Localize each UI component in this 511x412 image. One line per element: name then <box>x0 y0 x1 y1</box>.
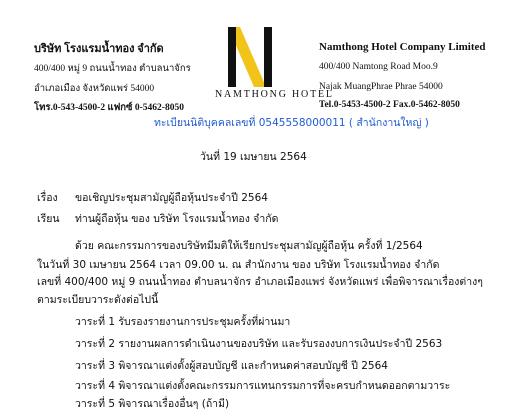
address-th-line-1: 400/400 หมู่ 9 ถนนน้ำทอง ตำบลนาจักร <box>34 64 191 74</box>
agenda-item: วาระที่ 4 พิจารณาแต่งตั้งคณะกรรมการแทนกรรมการที่จะครบกำหนดออกตามวาระ <box>75 380 451 392</box>
phone-en: Tel.0-5453-4500-2 Fax.0-5462-8050 <box>319 100 460 110</box>
letter-date: วันที่ 19 เมษายน 2564 <box>200 151 307 163</box>
address-en-line-2: Najak MuangPhrae Phrae 54000 <box>319 82 443 92</box>
agenda-item: วาระที่ 5 พิจารณาเรื่องอื่นๆ (ถ้ามี) <box>75 398 230 410</box>
agenda-item: วาระที่ 1 รับรองรายงานการประชุมครั้งที่ผ่านมา <box>75 316 291 328</box>
subject-text: ขอเชิญประชุมสามัญผู้ถือหุ้นประจำปี 2564 <box>75 192 268 204</box>
to-label: เรียน <box>37 213 60 225</box>
phone-th: โทร.0-543-4500-2 แฟกซ์ 0-5462-8050 <box>34 103 184 113</box>
agenda-item: วาระที่ 2 รายงานผลการดำเนินงานของบริษัท และรับรองงบการเงินประจำปี 2563 <box>75 338 443 350</box>
agenda-item: วาระที่ 3 พิจารณาแต่งตั้งผู้สอบบัญชี และกำหนดค่าสอบบัญชี ปี 2564 <box>75 360 388 372</box>
company-name-th: บริษัท โรงแรมน้ำทอง จำกัด <box>34 43 164 55</box>
address-en-line-1: 400/400 Namtong Road Moo.9 <box>319 62 438 72</box>
body-line-4: ตามระเบียบวาระดังต่อไปนี้ <box>37 294 159 306</box>
logo-text: NAMTHONG HOTEL <box>215 89 334 100</box>
address-th-line-2: อำเภอเมือง จังหวัดแพร่ 54000 <box>34 84 155 94</box>
to-text: ท่านผู้ถือหุ้น ของ บริษัท โรงแรมน้ำทอง จำกัด <box>75 213 279 225</box>
company-name-en: Namthong Hotel Company Limited <box>319 41 486 53</box>
subject-label: เรื่อง <box>37 192 58 204</box>
body-line-1: ด้วย คณะกรรมการของบริษัทมีมติให้เรียกประชุมสามัญผู้ถือหุ้น ครั้งที่ 1/2564 <box>75 240 423 252</box>
hotel-logo-icon <box>226 27 288 87</box>
body-line-2: ในวันที่ 30 เมษายน 2564 เวลา 09.00 น. ณ สำนักงาน ของ บริษัท โรงแรมน้ำทอง จำกัด <box>37 259 440 271</box>
body-line-3: เลขที่ 400/400 หมู่ 9 ถนนน้ำทอง ตำบลนาจักร อำเภอเมืองแพร่ จังหวัดแพร่ เพื่อพิจารณาเรื่องต่างๆ <box>37 276 483 288</box>
registration-number: ทะเบียนนิติบุคคลเลขที่ 0545558000011 ( สำนักงานใหญ่ ) <box>154 117 429 129</box>
